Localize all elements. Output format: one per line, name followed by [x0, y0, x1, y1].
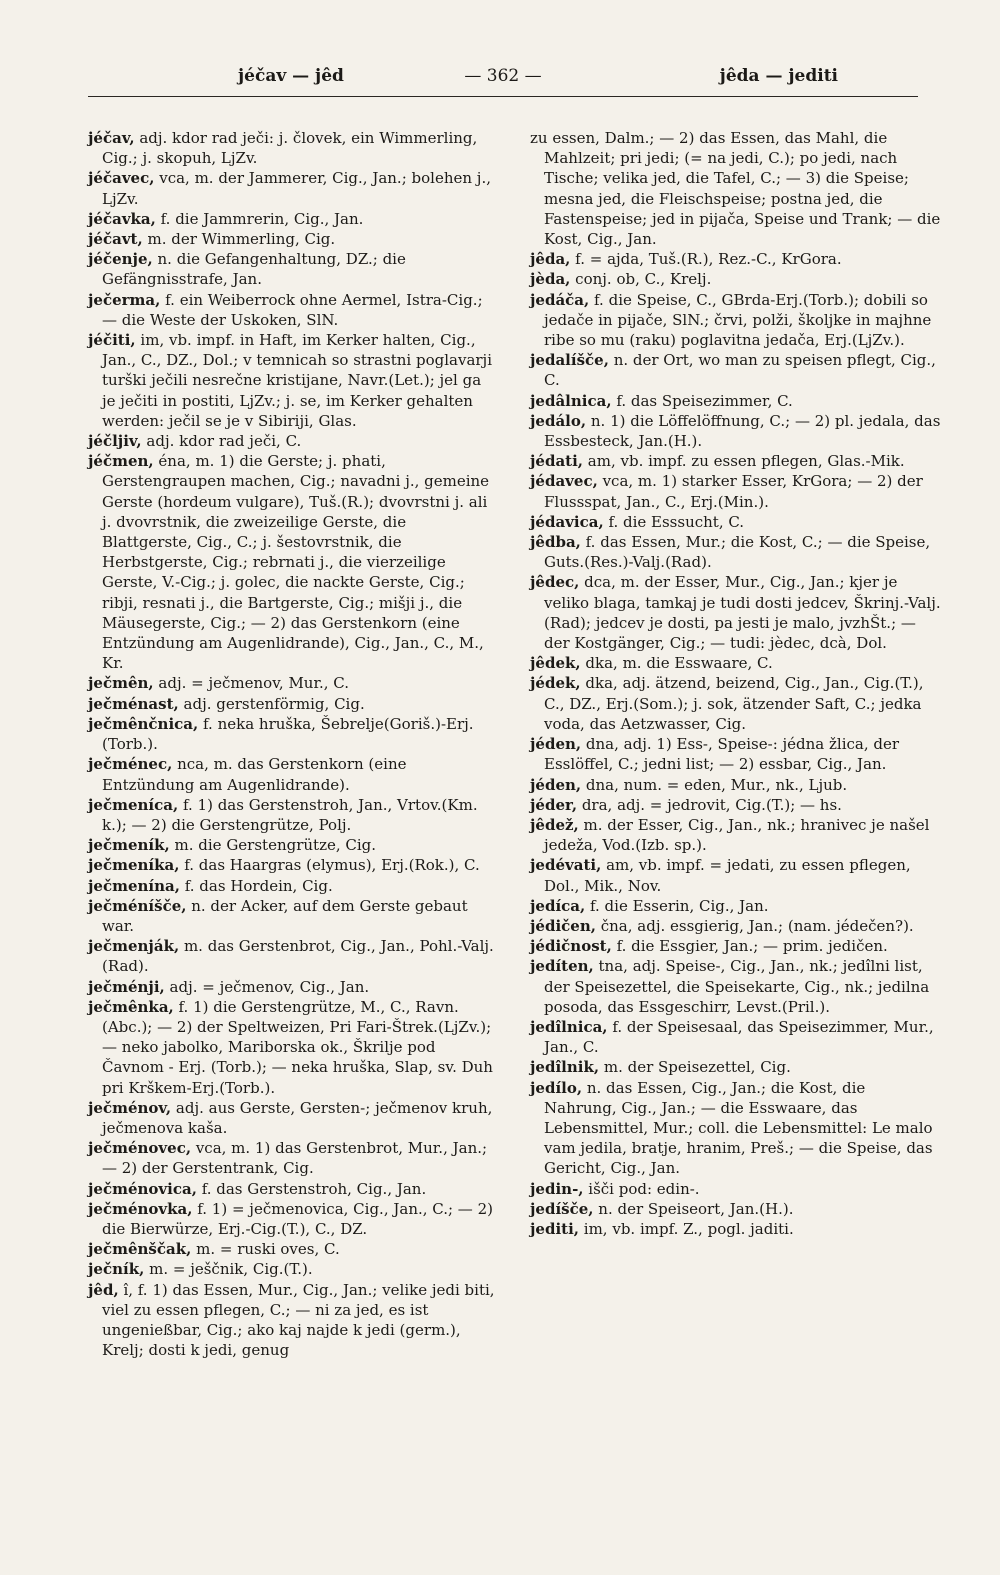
entry-headword: ječmenják, [88, 937, 180, 956]
dictionary-entry [530, 249, 942, 269]
dictionary-entry [530, 269, 942, 289]
entry-headword: jedálo, [530, 411, 587, 430]
entry-headword: jedâlnica, [530, 391, 612, 410]
entry-headword: jedíšče, [530, 1199, 594, 1218]
entry-headword: jedíten, [530, 957, 594, 976]
entry-headword: jéčenje, [88, 250, 153, 269]
left-column [88, 128, 498, 1360]
dictionary-entry [88, 1239, 498, 1259]
dictionary-entry [88, 1280, 498, 1361]
dictionary-entry [88, 1259, 498, 1279]
dictionary-entry [530, 1017, 942, 1057]
entry-definition: adj. = ječmenov, Mur., C. [153, 674, 350, 693]
entry-definition: dna, adj. 1) Ess-, Speise-: jédna žlica, der Esslöffel, C.; jedni list; — 2) essbar, Cig., Jan. [544, 735, 900, 774]
dictionary-entry [530, 128, 942, 249]
entry-definition: m. der Speisezettel, Cig. [599, 1058, 791, 1077]
entry-definition: n. das Essen, Cig., Jan.; die Kost, die Nahrung, Cig., Jan.; — die Esswaare, das Lebensmittel, Mur.; coll. die Lebensmittel: Le malo vam jedila, bratje, hranim, Preš.; — die Speise, das Gericht, Cig., Jan. [544, 1078, 933, 1178]
entry-headword: jéčmen, [88, 452, 154, 471]
dictionary-entry [530, 471, 942, 511]
entry-headword: jêdek, [530, 654, 581, 673]
entry-definition: im, vb. impf. in Haft, im Kerker halten, Cig., Jan., C., DZ., Dol.; v temnicah so strastni poglavarji turški ječili nesrečne kristijane, Navr.(Let.); jel ga je ječiti in postiti, LjZv.; j. se, im Kerker gehalten werden: ječil se je v Sibiriji, Glas. [102, 331, 492, 430]
entry-headword: jedíca, [530, 896, 586, 915]
entry-definition: n. die Gefangenhaltung, DZ.; die Gefängnisstrafe, Jan. [102, 250, 406, 289]
entry-definition: adj. kdor rad ječi, C. [141, 432, 302, 451]
entry-definition: im, vb. impf. Z., pogl. jaditi. [579, 1219, 794, 1238]
dictionary-entry [530, 855, 942, 895]
entry-headword: jéčavt, [88, 230, 143, 249]
entry-headword: jedílo, [530, 1078, 583, 1097]
dictionary-entry [530, 775, 942, 795]
dictionary-entry [88, 1098, 498, 1138]
dictionary-entry [530, 572, 942, 653]
entry-headword: ječmên, [88, 674, 154, 693]
entry-headword: ječménovica, [88, 1179, 197, 1198]
entry-headword: jéčljiv, [88, 432, 142, 451]
dictionary-entry [88, 835, 498, 855]
entry-definition: éna, m. 1) die Gerste; j. phati, Gerstengraupen machen, Cig.; navadni j., gemeine Gerste (hordeum vulgare), Tuš.(R.); dvovrstni j. ali j. dvovrstnik, die zweizeilige Gerste, die Blattgerste, Cig., C.; j. šestovrstnik, die Herbstgerste, Cig.; rebrnati j., die vierzeilige Gerste, V.-Cig.; j. golec, die nackte Gerste, Cig.; ribji, resnati j., die Bartgerste, Cig.; mišji j., die Mäusegerste, Cig.; — 2) das Gerstenkorn (eine Entzündung am Augenlidrande), Cig., Jan., C., M., Kr. [102, 452, 490, 673]
entry-definition: f. das Speisezimmer, C. [611, 391, 793, 410]
entry-headword: jêdec, [530, 573, 580, 592]
entry-definition: dra, adj. = jedrovit, Cig.(T.); — hs. [577, 795, 842, 814]
dictionary-entry [530, 350, 942, 390]
running-header [88, 62, 918, 97]
dictionary-entry [88, 451, 498, 673]
entry-headword: jêdež, [530, 815, 579, 834]
dictionary-entry [88, 876, 498, 896]
dictionary-entry [88, 168, 498, 208]
entry-definition: f. die Speise, C., GBrda-Erj.(Torb.); dobili so jedače in pijače, SlN.; črvi, polži, školjke in majhne ribe so mu (raku) poglavitna jedača, Erj.(LjZv.). [544, 290, 932, 350]
dictionary-entry [88, 673, 498, 693]
entry-headword: jédičen, [530, 916, 596, 935]
dictionary-entry [88, 714, 498, 754]
entry-headword: jédek, [530, 674, 581, 693]
entry-headword: jéčavka, [88, 209, 156, 228]
dictionary-entry [530, 451, 942, 471]
entry-headword: jedévati, [530, 856, 602, 875]
entry-headword: jêdba, [530, 533, 581, 552]
entry-definition: f. ein Weiberrock ohne Aermel, Istra-Cig.; — die Weste der Uskoken, SlN. [102, 290, 483, 329]
entry-headword: ječmeníka, [88, 856, 180, 875]
entry-definition: f. das Gerstenstroh, Cig., Jan. [196, 1179, 427, 1198]
dictionary-entry [88, 290, 498, 330]
dictionary-entry [530, 956, 942, 1017]
dictionary-entry [88, 754, 498, 794]
entry-definition: f. das Haargras (elymus), Erj.(Rok.), C. [179, 856, 480, 875]
dictionary-entry [88, 896, 498, 936]
entry-definition: f. die Esssucht, C. [603, 512, 745, 531]
entry-headword: ječmênščak, [88, 1240, 192, 1259]
dictionary-entry [530, 916, 942, 936]
entry-definition: f. das Hordein, Cig. [179, 876, 333, 895]
entry-definition: f. 1) = ječmenovica, Cig., Jan., C.; — 2) die Bierwürze, Erj.-Cig.(T.), C., DZ. [102, 1199, 493, 1238]
entry-definition: čna, adj. essgierig, Jan.; (nam. jédečen?). [595, 916, 914, 935]
entry-definition: m. = ješčnik, Cig.(T.). [144, 1260, 313, 1279]
dictionary-entry [530, 795, 942, 815]
entry-definition: m. der Esser, Cig., Jan., nk.; hranivec je našel jedeža, Vod.(Izb. sp.). [544, 815, 930, 855]
entry-headword: ječmenína, [88, 876, 180, 895]
entry-definition: f. neka hruška, Šebrelje(Goriš.)-Erj.(Torb.). [102, 714, 474, 754]
entry-headword: jéder, [530, 795, 578, 814]
dictionary-entry [530, 1199, 942, 1219]
entry-definition: f. das Essen, Mur.; die Kost, C.; — die Speise, Guts.(Res.)-Valj.(Rad). [544, 533, 931, 572]
entry-headword: jéden, [530, 775, 582, 794]
entry-headword: jedalíšče, [530, 351, 609, 370]
right-column [530, 128, 942, 1239]
dictionary-entry [88, 997, 498, 1098]
entry-definition: n. der Acker, auf dem Gerste gebaut war. [102, 896, 468, 935]
entry-definition: dka, adj. ätzend, beizend, Cig., Jan., Cig.(T.), C., DZ., Erj.(Som.); j. sok, ätzender Saft, C.; jedka voda, das Aetzwasser, Cig. [544, 674, 924, 733]
entry-definition: m. das Gerstenbrot, Cig., Jan., Pohl.-Valj. (Rad). [102, 937, 494, 976]
entry-headword: ječménast, [88, 694, 179, 713]
dictionary-entry [88, 1138, 498, 1178]
dictionary-entry [530, 532, 942, 572]
entry-headword: jedáča, [530, 290, 590, 309]
dictionary-entry [88, 128, 498, 168]
entry-headword: jéčavec, [88, 169, 155, 188]
dictionary-entry [530, 673, 942, 734]
entry-definition: adj. kdor rad ječi: j. človek, ein Wimmerling, Cig.; j. skopuh, LjZv. [102, 129, 478, 168]
header-right-guide: jêda — jediti [719, 66, 838, 86]
entry-definition: adj. gerstenförmig, Cig. [178, 694, 365, 713]
dictionary-entry [530, 653, 942, 673]
entry-definition: dca, m. der Esser, Mur., Cig., Jan.; kjer je veliko blaga, tamkaj je tudi dosti jedcev, Škrinj.-Valj.(Rad); jedcev je dosti, pa jesti je malo, jvzhŠt.; — der Kostgänger, Cig.; — tudi: jèdec, dcà, Dol. [544, 573, 941, 653]
entry-definition: f. der Speisesaal, das Speisezimmer, Mur., Jan., C. [544, 1017, 934, 1057]
entry-definition: išči pod: edin-. [583, 1179, 700, 1198]
entry-headword: jédičnost, [530, 937, 612, 956]
dictionary-entry [530, 734, 942, 774]
dictionary-entry [88, 977, 498, 997]
entry-definition: î, f. 1) das Essen, Mur., Cig., Jan.; velike jedi biti, viel zu essen pflegen, C.; — ni za jed, es ist ungenießbar, Cig.; ako kaj najde k jedi (germ.), Krelj; dosti k jedi, genug [102, 1280, 495, 1360]
entry-headword: jéden, [530, 735, 582, 754]
entry-definition: adj. aus Gerste, Gersten-; ječmenov kruh, ječmenova kaša. [102, 1098, 493, 1137]
dictionary-entry [88, 229, 498, 249]
entry-definition: conj. ob, C., Krelj. [570, 270, 712, 289]
dictionary-entry [88, 795, 498, 835]
dictionary-entry [88, 431, 498, 451]
entry-headword: ječméníšče, [88, 896, 187, 915]
entry-definition: dka, m. die Esswaare, C. [580, 654, 773, 673]
entry-definition: am, vb. impf. = jedati, zu essen pflegen, Dol., Mik., Nov. [544, 856, 911, 895]
entry-headword: jedin-, [530, 1179, 584, 1198]
entry-definition: zu essen, Dalm.; — 2) das Essen, das Mahl, die Mahlzeit; pri jedi; (= na jedi, C.); po jedi, nach Tische; velika jed, die Tafel, C.; — 3) die Speise; mesna jed, die Fleischspeise; postna jed, die Fastenspeise; jed in pijača, Speise und Trank; — die Kost, Cig., Jan. [530, 129, 941, 249]
entry-definition: adj. = ječmenov, Cig., Jan. [164, 977, 370, 996]
entry-headword: ječménovka, [88, 1199, 193, 1218]
entry-definition: f. 1) das Gerstenstroh, Jan., Vrtov.(Km. k.); — 2) die Gerstengrütze, Polj. [102, 795, 478, 834]
entry-definition: f. = ajda, Tuš.(R.), Rez.-C., KrGora. [570, 250, 842, 269]
dictionary-entry [530, 1078, 942, 1179]
entry-headword: jèda, [530, 270, 571, 289]
entry-headword: jédati, [530, 452, 584, 471]
entry-definition: f. die Esserin, Cig., Jan. [585, 896, 769, 915]
entry-headword: jéčiti, [88, 331, 136, 350]
entry-headword: jediti, [530, 1219, 580, 1238]
dictionary-entry [530, 1219, 942, 1239]
entry-headword: ječmênka, [88, 997, 174, 1016]
header-left-guide: jéčav — jêd [238, 66, 344, 86]
dictionary-entry [530, 290, 942, 351]
entry-definition: vca, m. 1) das Gerstenbrot, Mur., Jan.; — 2) der Gerstentrank, Cig. [102, 1139, 488, 1178]
entry-headword: jéčav, [88, 129, 135, 147]
entry-definition: f. die Essgier, Jan.; — prim. jedičen. [611, 937, 888, 956]
entry-headword: ječménov, [88, 1098, 172, 1117]
entry-definition: am, vb. impf. zu essen pflegen, Glas.-Mik. [583, 452, 905, 471]
dictionary-entry [88, 249, 498, 289]
dictionary-entry [530, 1179, 942, 1199]
dictionary-entry [88, 209, 498, 229]
dictionary-entry [530, 411, 942, 451]
entry-headword: ječmênčnica, [88, 714, 199, 733]
dictionary-entry [530, 1057, 942, 1077]
entry-definition: m. die Gerstengrütze, Cig. [169, 836, 377, 855]
entry-definition: n. 1) die Löffelöffnung, C.; — 2) pl. jedala, das Essbesteck, Jan.(H.). [544, 411, 941, 451]
entry-definition: n. der Ort, wo man zu speisen pflegt, Cig., C. [544, 351, 936, 390]
entry-headword: ječménji, [88, 977, 165, 996]
entry-headword: ječmeník, [88, 836, 170, 855]
entry-definition: vca, m. der Jammerer, Cig., Jan.; bolehen j., LjZv. [102, 169, 491, 208]
entry-headword: jédavec, [530, 472, 598, 491]
dictionary-entry [530, 391, 942, 411]
entry-definition: tna, adj. Speise-, Cig., Jan., nk.; jedîlni list, der Speisezettel, die Speisekarte, Cig., nk.; jedilna posoda, das Essgeschirr, Levst.(Pril.). [544, 957, 930, 1016]
entry-headword: ječmeníca, [88, 795, 179, 814]
dictionary-entry [88, 1179, 498, 1199]
entry-definition: f. die Jammrerin, Cig., Jan. [155, 209, 364, 228]
dictionary-entry [88, 936, 498, 976]
entry-definition: vca, m. 1) starker Esser, KrGora; — 2) der Flussspat, Jan., C., Erj.(Min.). [544, 472, 923, 511]
entry-definition: m. = ruski oves, C. [191, 1240, 340, 1259]
entry-headword: ječménec, [88, 755, 173, 774]
dictionary-entry [88, 694, 498, 714]
entry-headword: ječník, [88, 1260, 145, 1279]
dictionary-entry [88, 1199, 498, 1239]
entry-headword: ječménovec, [88, 1139, 192, 1158]
dictionary-entry [530, 815, 942, 855]
entry-headword: jédavica, [530, 512, 604, 531]
entry-headword: jêd, [88, 1280, 119, 1299]
entry-definition: dna, num. = eden, Mur., nk., Ljub. [581, 775, 848, 794]
dictionary-entry [530, 936, 942, 956]
entry-headword: jedîlnik, [530, 1058, 600, 1077]
entry-definition: nca, m. das Gerstenkorn (eine Entzündung am Augenlidrande). [102, 755, 407, 794]
dictionary-entry [530, 512, 942, 532]
entry-definition: n. der Speiseort, Jan.(H.). [593, 1199, 794, 1218]
dictionary-entry [530, 896, 942, 916]
entry-definition: m. der Wimmerling, Cig. [142, 230, 336, 249]
entry-headword: ječerma, [88, 290, 161, 309]
entry-headword: jêda, [530, 250, 571, 269]
dictionary-entry [88, 330, 498, 431]
entry-definition: f. 1) die Gerstengrütze, M., C., Ravn.(Abc.); — 2) der Speltweizen, Pri Fari-Štrek.(LjZv.); — neko jabolko, Mariborska ok., Škrilje pod Čavnom - Erj. (Torb.); — neka hruška, Slap, sv. Duh pri Krškem-Erj.(Torb.). [102, 997, 493, 1097]
entry-headword: jedîlnica, [530, 1017, 608, 1036]
dictionary-entry [88, 855, 498, 875]
page-number: — 362 — [464, 66, 542, 86]
